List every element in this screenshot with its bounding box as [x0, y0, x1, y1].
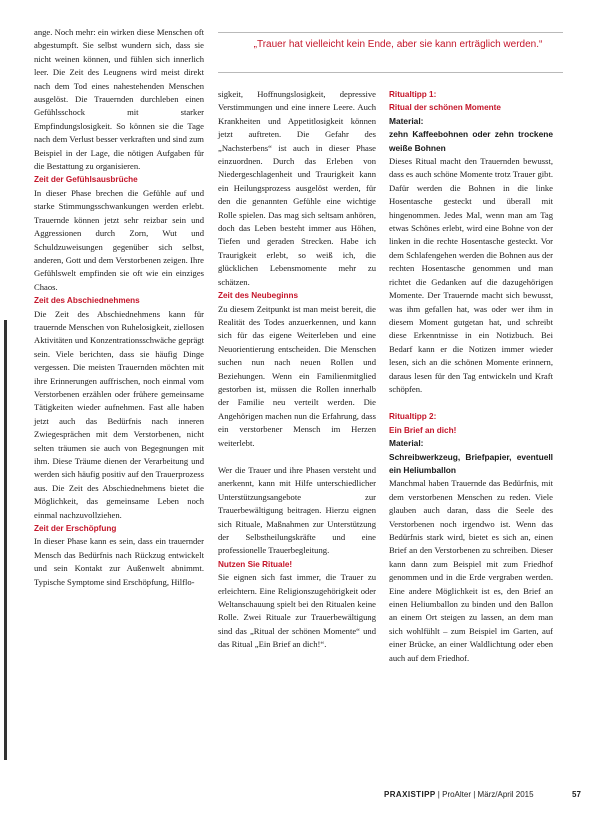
tip-heading: Ritualtipp 1: [389, 90, 437, 99]
section-paragraph: In dieser Phase kann es sein, dass ein trauernder Mensch das Bedürfnis nach Rückzug entwickelt und sein Kontakt zur Außenwelt abnimmt. Typische Symptome sind Erschöpfung, Hilflo- [34, 536, 204, 587]
column-3 [389, 88, 553, 665]
material-label: Material: [389, 115, 424, 126]
section-paragraph: Zu diesem Zeitpunkt ist man meist bereit, die Realität des Todes anzuerkennen, und kann sich für das eigene Weiterleben und eine Neuorientierung entscheiden. Die Menschen suchen nun nach neuen Rollen und Beziehungen. Wenn ein Familienmitglied gestorben ist, müssen die Rollen innerhalb der Familie neu verteilt werden. Die Angehörigen machen nun die Erfahrung, dass ein verstorbener Mensch im Herzen weiterlebt. [218, 303, 376, 448]
column-1 [34, 26, 204, 589]
intro-paragraph: ange. Noch mehr: ein wirken diese Menschen oft abgestumpft. Sie selbst wundern sich, dass sie nicht weinen können, und fühlen sich innerlich leer. Die Zeit des Leugnens wird meist direkt nach dem Tod eines nahestehenden Menschen ausgelöst. Die Trauernden durchleben einen Gefühlsschock mit starker Empfindungslosigkeit. So können sie die Tage nach dem Verlust besser verkraften und sind zum Beispiel in der Lage, die nötigen Aufgaben für die Bestattung zu organisieren. [34, 27, 204, 172]
quote-rule-bottom [218, 72, 563, 73]
section-rituale [218, 558, 376, 652]
page-number: 57 [572, 790, 581, 799]
section-paragraph: Wer die Trauer und ihre Phasen versteht und anerkennt, kann mit Hilfe unterschiedlicher Unterstützungsangebote zur Trauerbewältigung beitragen. Hierzu eignen sich Rituale, Maßnahmen zur Unterstützung der Selbstheilungskräfte und eine professionelle Trauerbegleitung. [218, 464, 376, 556]
material-value: Schreibwerkzeug, Briefpapier, eventuell ein Heliumballon [389, 451, 553, 475]
section-neubeginn [218, 289, 376, 558]
binding-edge [4, 320, 7, 760]
footer-issue: | ProAlter | März/April 2015 [435, 790, 534, 799]
section-paragraph: In dieser Phase brechen die Gefühle auf und starke Stimmungsschwankungen werden erlebt. Trauernde können jetzt sehr reizbar sein und Aggressionen durch Zorn, Wut und Schuldzuweisungen gegenüber sich selbst, anderen, Gott und dem Verstorbenen zeigen. Ihre Gefühlswelt empfinden sie oft wie ein einziges Chaos. [34, 187, 204, 292]
ritual-tip-1 [389, 88, 553, 396]
tip-text: Manchmal haben Trauernde das Bedürfnis, mit dem verstorbenen Menschen zu reden. Viele glauben auch daran, dass die Seele des Verstorbenen noch irgendwo ist. Wenn das Bedürfnis stark wird, bietet es sich an, einen Brief an den Verstorbenen zu schreiben. Dieser kann dann zum Beispiel mit zum Friedhof genommen und in die Erde vergraben werden. Eine andere Möglichkeit ist es, den Brief an einen Heliumballon zu binden und den Ballon an einem Ort steigen zu lassen, an dem man sich wohlfühlt – zum Beispiel im Garten, auf einer Brücke, an einer Waldlichtung oder eben auch auf dem Friedhof. [389, 478, 553, 663]
section-heading: Nutzen Sie Rituale! [218, 559, 293, 569]
pull-quote: „Trauer hat vielleicht kein Ende, aber sie kann erträglich werden.“ [253, 39, 543, 50]
column-2 [218, 88, 376, 652]
tip-text: Dieses Ritual macht den Trauernden bewusst, dass es auch schöne Momente trotz Trauer gibt. Dafür werden die Bohnen in die linke Hosentasche gesteckt und überall mit hingenommen. Jedes Mal, wenn man am Tag etwas Schönes erlebt, wird eine Bohne von der linken in die rechte Hosentasche gesteckt. Vor dem Schlafengehen werden die Bohnen aus der rechten Hosentasche genommen und man richtet die Gedanken auf die dazugehörigen Momente. Der Trauernde macht sich bewusst, was ihm gefallen hat, was oder wer ihm in diesem Moment gutgetan hat, und schreibt diese Erkenntnisse in ein Notizbuch. Bei Bedarf kann er die Notizen immer wieder lesen, sich an die schönen Momente erinnern, daraus lesen für den Tag entwickeln und Kraft schöpfen. [389, 156, 553, 394]
section-paragraph: Die Zeit des Abschiednehmens kann für trauernde Menschen von Ruhelosigkeit, ziellosen Aktivitäten und Konzentrationsschwäche geprägt sein. Viele berichten, dass sie häufig Dinge vergessen. Die meisten Trauernden möchten mit ihre Erinnerungen auffrischen, noch einmal vom Verstorbenen erzählen oder frühere gemeinsame Tätigkeiten wieder aufnehmen. Fast alle haben jetzt auch das Bedürfnis nach inneren Zwiegesprächen mit dem Verstorbenen, nicht selten träumen sie auch von Begegnungen mit ihm. Diese Träume dienen der Verarbeitung und werden sich häufig positiv auf den Trauerprozess aus. Die Zeit des Abschiednehmens bietet die Möglichkeit, das gemeinsame Leben noch einmal nachzuvollziehen. [34, 308, 204, 520]
section-abschiednehmen [34, 294, 204, 522]
tip-subheading: Ein Brief an dich! [389, 425, 457, 435]
section-continuation [218, 88, 376, 289]
footer-section-label: PRAXISTIPP [384, 790, 436, 799]
section-paragraph: sigkeit, Hoffnungslosigkeit, depressive Verstimmungen und eine innere Leere. Auch Krankheiten und Appetitlosigkeit können jetzt auftreten. Die Gefahr des „Nachsterbens“ ist auch in dieser Phase einzuordnen. Durch das Erleben von Niedergeschlagenheit und Traurigkeit kann ein Heilungsprozess ausgelöst werden, für den die genannten Gefühle eine wichtige Rolle spielen. Das mag sich seltsam anhören, doch das Leben besteht immer aus Höhen, Tiefen und geraden Strecken. Habe ich Traurigkeit erlebt, so weiß ich, die glücklichen Lebensmomente mehr zu schätzen. [218, 89, 376, 287]
section-heading: Zeit der Erschöpfung [34, 524, 117, 534]
section-heading: Zeit des Abschiednehmens [34, 296, 140, 306]
section-heading: Zeit der Gefühlsausbrüche [34, 175, 138, 185]
tip-subheading: Ritual der schönen Momente [389, 103, 501, 113]
section-paragraph: Sie eignen sich fast immer, die Trauer zu erleichtern. Eine Religionszugehörigkeit oder Weltanschauung spielt bei den Ritualen keine Rolle. Zwei Rituale zur Trauerbewältigung sind das „Ritual der schönen Momente“ und das Ritual „Ein Brief an dich!“. [218, 572, 376, 650]
section-erschoepfung [34, 522, 204, 589]
material-label: Material: [389, 438, 424, 449]
material-value: zehn Kaffeebohnen oder zehn trockene weiße Bohnen [389, 129, 553, 153]
quote-rule-top [218, 32, 563, 33]
section-gefuehlsausbrueche [34, 173, 204, 294]
page-footer [384, 790, 584, 799]
section-heading: Zeit des Neubeginns [218, 291, 299, 301]
ritual-tip-2 [389, 410, 553, 665]
tip-heading: Ritualtipp 2: [389, 412, 437, 422]
